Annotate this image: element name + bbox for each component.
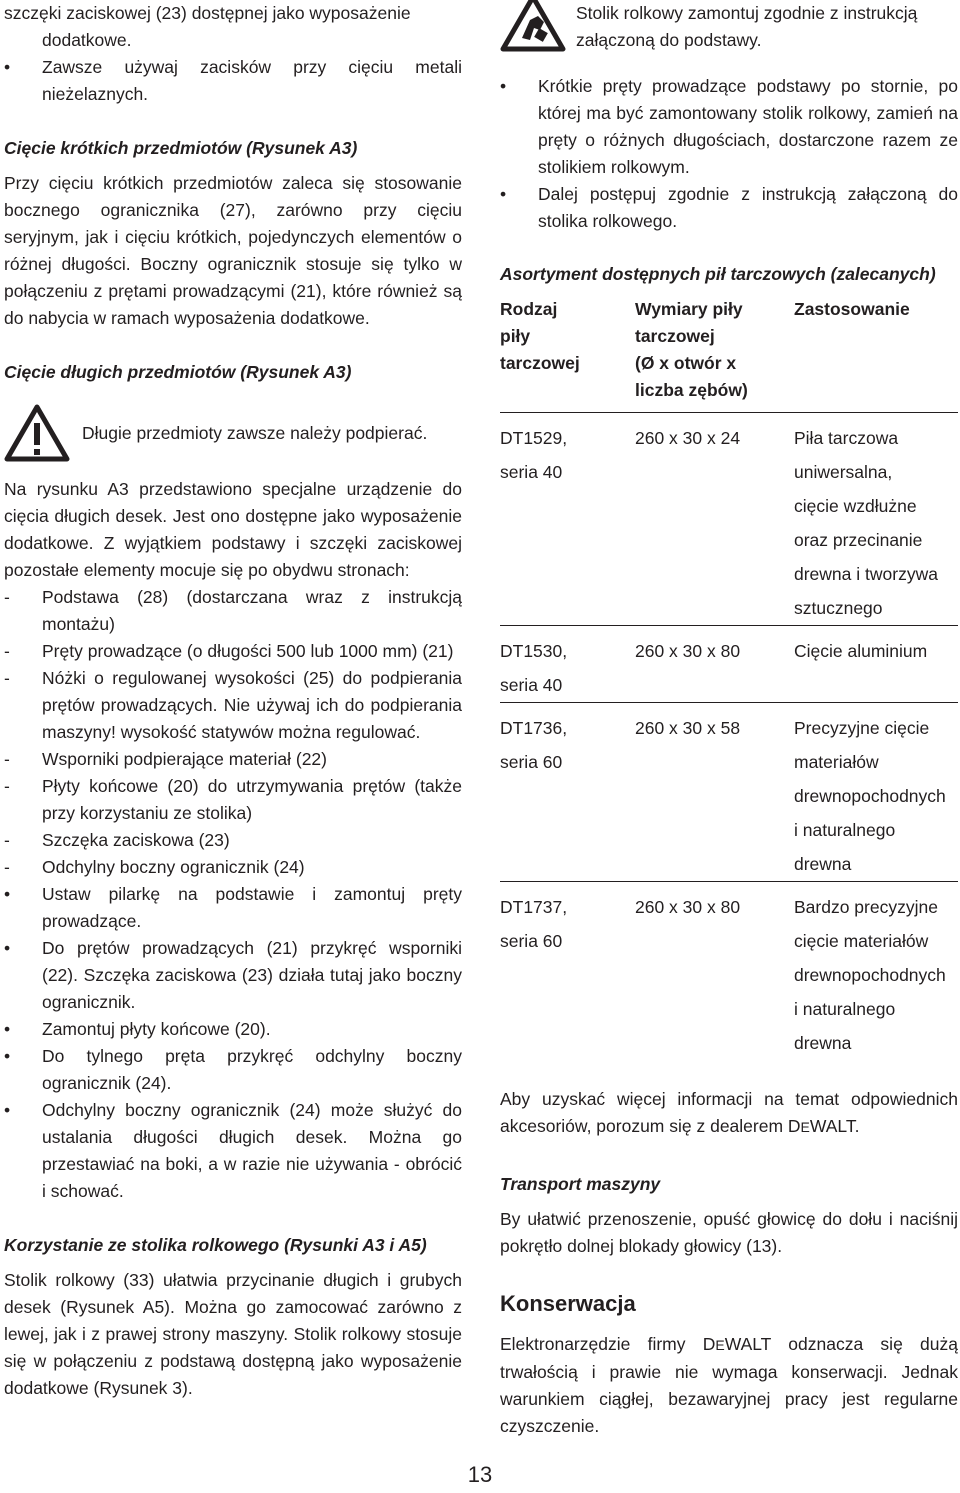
list-item: - Pręty prowadzące (o długości 500 lub 1000 mm) (21) — [4, 638, 462, 665]
header-line: Wymiary piły — [635, 299, 743, 319]
left-column — [4, 0, 462, 1402]
maintenance-post: WALT odznacza się dużą trwałością i prawie nie wymaga konserwacji. Jednak warunkiem ciągłej, bezawaryjnej pracy jest regularne czyszczenie. — [500, 1334, 958, 1436]
long-cut-steps-list — [4, 881, 462, 1205]
cell-line: DT1529, — [500, 428, 568, 448]
cell-line: Cięcie aluminium — [794, 641, 928, 661]
list-item: - Wsporniki podpierające materiał (22) — [4, 746, 462, 773]
cell-line: 260 x 30 x 58 — [635, 718, 741, 738]
blades-heading: Asortyment dostępnych pił tarczowych (zalecanych) — [500, 264, 936, 284]
cell-line: cięcie materiałów — [794, 931, 929, 951]
cell-type — [500, 413, 635, 626]
cell-dims — [635, 882, 794, 1061]
table-row — [500, 703, 958, 882]
cell-line: DT1530, — [500, 641, 568, 661]
cell-line: drewna — [794, 854, 852, 874]
cell-line: DT1737, — [500, 897, 568, 917]
cell-use — [794, 413, 958, 626]
cell-line: Precyzyjne cięcie — [794, 718, 930, 738]
header-line: liczba zębów) — [635, 380, 748, 400]
long-cut-heading: Cięcie długich przedmiotów (Rysunek A3) — [4, 362, 352, 382]
cell-line: 260 x 30 x 80 — [635, 641, 741, 661]
list-item: - Płyty końcowe (20) do utrzymywania prętów (także przy korzystaniu ze stolika) — [4, 773, 462, 827]
maintenance-pre: Elektronarzędzie firmy D — [500, 1334, 716, 1354]
right-column — [500, 0, 958, 1440]
cell-line: sztucznego — [794, 598, 883, 618]
header-line: tarczowej — [500, 353, 580, 373]
cell-line: Bardzo precyzyjne — [794, 897, 938, 917]
transport-heading: Transport maszyny — [500, 1174, 661, 1194]
col-header-use — [794, 296, 958, 413]
list-item: • Do prętów prowadzących (21) przykręć wsporniki (22). Szczęka zaciskowa (23) działa tutaj jako boczny ogranicznik. — [4, 935, 462, 1016]
intro-line-1: szczęki zaciskowej (23) dostępnej jako wyposażenie — [4, 3, 411, 23]
list-item: - Odchylny boczny ogranicznik (24) — [4, 854, 462, 881]
list-item: • Ustaw pilarkę na podstawie i zamontuj pręty prowadzące. — [4, 881, 462, 935]
header-line: piły — [500, 326, 531, 346]
list-item: • Zamontuj płyty końcowe (20). — [4, 1016, 462, 1043]
cell-line: drewna i tworzywa — [794, 564, 938, 584]
brand-rest: WALT. — [809, 1116, 860, 1136]
intro-line-2: dodatkowe. — [42, 30, 132, 50]
read-manual-icon — [500, 0, 566, 52]
transport-body: By ułatwić przenoszenie, opuść głowicę do dołu i naciśnij pokrętło dolnej blokady głowicy (13). — [500, 1209, 958, 1256]
brand-small-cap: E — [715, 1337, 725, 1353]
table-header-row — [500, 296, 958, 413]
table-row — [500, 882, 958, 1061]
long-cut-parts-list — [4, 584, 462, 881]
header-line: Rodzaj — [500, 299, 558, 319]
list-item: • Krótkie pręty prowadzące podstawy po stornie, po której ma być zamontowany stolik rolkowy, zamień na pręty o różnych długościach, dostarczone razem ze stolikiem rolkowym. — [500, 73, 958, 181]
cell-line: uniwersalna, — [794, 462, 893, 482]
blades-table — [500, 296, 958, 1060]
cell-line: seria 60 — [500, 931, 563, 951]
accessories-text — [500, 1086, 958, 1141]
cell-use — [794, 626, 958, 703]
list-item: - Nóżki o regulowanej wysokości (25) do podpierania prętów prowadzących. Nie używaj ich do podpierania maszyny! wysokość statywów można regulować. — [4, 665, 462, 746]
cell-line: i naturalnego — [794, 999, 896, 1019]
list-item: - Podstawa (28) (dostarczana wraz z instrukcją montażu) — [4, 584, 462, 638]
cell-line: seria 40 — [500, 462, 563, 482]
short-cut-body: Przy cięciu krótkich przedmiotów zaleca się stosowanie bocznego ogranicznika (27), zarówno przy cięciu seryjnym, jak i cięciu krótkich, pojedynczych elementów o różnej długości. Boczny ogranicznik stosuje się tylko w połączeniu z prętami prowadzącymi (21), które również są do nabycia w ramach wyposażenia dodatkowe. — [4, 173, 462, 328]
roller-heading: Korzystanie ze stolika rolkowego (Rysunki A3 i A5) — [4, 1235, 427, 1255]
long-cut-warning — [4, 404, 462, 462]
manual-note-text: Stolik rolkowy zamontuj zgodnie z instrukcją załączoną do podstawy. — [576, 3, 918, 50]
cell-line: DT1736, — [500, 718, 568, 738]
cell-line: 260 x 30 x 80 — [635, 897, 741, 917]
list-item: • Do tylnego pręta przykręć odchylny boczny ogranicznik (24). — [4, 1043, 462, 1097]
table-row — [500, 626, 958, 703]
cell-line: cięcie wzdłużne — [794, 496, 917, 516]
header-line: tarczowej — [635, 326, 715, 346]
cell-use — [794, 882, 958, 1061]
cell-dims — [635, 626, 794, 703]
cell-line: drewnopochodnych — [794, 965, 946, 985]
page-number: 13 — [467, 1462, 493, 1487]
cell-line: drewnopochodnych — [794, 786, 946, 806]
cell-line: materiałów — [794, 752, 879, 772]
col-header-dims — [635, 296, 794, 413]
cell-dims — [635, 413, 794, 626]
cell-line: seria 40 — [500, 675, 563, 695]
roller-steps-list — [500, 73, 958, 235]
cell-use — [794, 703, 958, 882]
cell-line: 260 x 30 x 24 — [635, 428, 741, 448]
short-cut-heading: Cięcie krótkich przedmiotów (Rysunek A3) — [4, 138, 358, 158]
maintenance-body — [500, 1331, 958, 1440]
cell-line: seria 60 — [500, 752, 563, 772]
maintenance-heading: Konserwacja — [500, 1291, 636, 1316]
brand-small-cap: E — [800, 1119, 810, 1135]
cell-type — [500, 626, 635, 703]
table-row — [500, 413, 958, 626]
list-item: • Dalej postępuj zgodnie z instrukcją załączoną do stolika rolkowego. — [500, 181, 958, 235]
col-header-type — [500, 296, 635, 413]
cell-dims — [635, 703, 794, 882]
cell-type — [500, 882, 635, 1061]
warning-text: Długie przedmioty zawsze należy podpierać. — [82, 422, 428, 443]
cell-line: Piła tarczowa — [794, 428, 899, 448]
header-line: Zastosowanie — [794, 299, 910, 319]
roller-body: Stolik rolkowy (33) ułatwia przycinanie długich i grubych desek (Rysunek A5). Można go zamocować zarówno z lewej, jak i z prawej strony maszyny. Stolik rolkowy stosuje się w połączeniu z podstawą dostępną jako wyposażenie dodatkowe (Rysunek 3). — [4, 1270, 462, 1398]
cell-line: oraz przecinanie — [794, 530, 923, 550]
cell-line: i naturalnego — [794, 820, 896, 840]
cell-line: drewna — [794, 1033, 852, 1053]
intro-bullet: • Zawsze używaj zacisków przy cięciu metali nieżelaznych. — [4, 54, 462, 108]
accessories-main: Aby uzyskać więcej informacji na temat odpowiednich akcesoriów, porozum się z dealerem D — [500, 1089, 958, 1136]
long-cut-body: Na rysunku A3 przedstawiono specjalne urządzenie do cięcia długich desek. Jest ono dostępne jako wyposażenie dodatkowe. Z wyjątkiem podstawy i szczęki zaciskowej pozostałe elementy mocuje się po obydwu stronach: — [4, 479, 462, 580]
manual-note — [500, 0, 958, 54]
header-line: (Ø x otwór x — [635, 353, 737, 373]
warning-triangle-icon — [4, 404, 70, 462]
list-item: • Odchylny boczny ogranicznik (24) może służyć do ustalania długości długich desek. Można go przestawiać na boki, a w razie nie używania - obrócić i schować. — [4, 1097, 462, 1205]
cell-type — [500, 703, 635, 882]
list-item: - Szczęka zaciskowa (23) — [4, 827, 462, 854]
